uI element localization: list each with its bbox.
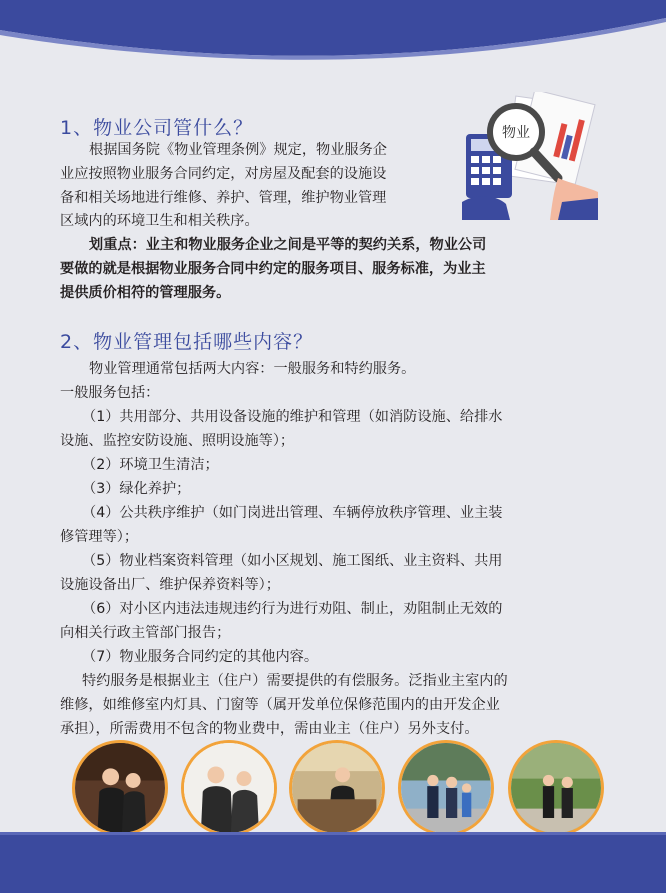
staff-photo-security-guards [398, 740, 494, 836]
section2-line10: 设施设备出厂、维护保养资料等）； [60, 577, 280, 593]
section2-title: 2、物业管理包括哪些内容？ [60, 331, 314, 353]
section1-para1-line1: 根据国务院《物业管理条例》规定，物业服务企 [89, 142, 387, 158]
section1-para1-line2: 业应按照物业服务合同约定，对房屋及配套的设施设 [60, 166, 387, 182]
section2-line4: 设施、监控安防设施、照明设施等）； [60, 433, 295, 449]
section2-line3: （1）共用部分、共用设备设施的维护和管理（如消防设施、给排水 [82, 409, 503, 425]
section2-line14: 特约服务是根据业主（住户）需要提供的有偿服务。泛指业主室内的 [82, 673, 508, 689]
section1-para2-line2: 要做的就是根据物业服务合同中约定的服务项目、服务标准，为业主 [60, 261, 486, 277]
top-wave-decoration [0, 0, 666, 70]
section2-line6: （3）绿化养护； [82, 481, 191, 497]
staff-photo-garden-guards [508, 740, 604, 836]
bottom-band [0, 835, 666, 893]
section2-line13: （7）物业服务合同约定的其他内容。 [82, 649, 319, 665]
section2-line15: 维修，如维修室内灯具、门窗等（属开发单位保修范围内的由开发企业 [60, 697, 500, 713]
magnifier-label: 物业 [502, 125, 530, 141]
section1-para1-line4: 区域内的环境卫生和相关秩序。 [60, 213, 259, 229]
section2-line16: 承担），所需费用不包含的物业费中，需由业主（住户）另外支付。 [60, 721, 479, 737]
section2-line9: （5）物业档案资料管理（如小区规划、施工图纸、业主资料、共用 [82, 553, 503, 569]
section2-line2: 一般服务包括： [60, 385, 160, 401]
section2-line11: （6）对小区内违法违规违约行为进行劝阻、制止，劝阻制止无效的 [82, 601, 503, 617]
section2-line7: （4）公共秩序维护（如门岗进出管理、车辆停放秩序管理、业主装 [82, 505, 503, 521]
section1-para2-line3: 提供质价相符的管理服务。 [60, 285, 231, 301]
section2-line8: 修管理等）； [60, 529, 139, 545]
staff-photo-two-receptionists [181, 740, 277, 836]
magnifier-documents-calculator-icon [462, 92, 598, 220]
section1-para1-line3: 备和相关场地进行维修、养护、管理，维护物业管理 [60, 190, 387, 206]
staff-photo-hotel-lobby [72, 740, 168, 836]
section2-line1: 物业管理通常包括两大内容：一般服务和特约服务。 [89, 361, 416, 377]
section2-line12: 向相关行政主管部门报告； [60, 625, 231, 641]
section1-title: 1、物业公司管什么？ [60, 117, 254, 139]
section2-line5: （2）环境卫生清洁； [82, 457, 219, 473]
staff-photo-front-desk [289, 740, 385, 836]
section1-para2-line1: 划重点：业主和物业服务企业之间是平等的契约关系，物业公司 [89, 237, 487, 253]
